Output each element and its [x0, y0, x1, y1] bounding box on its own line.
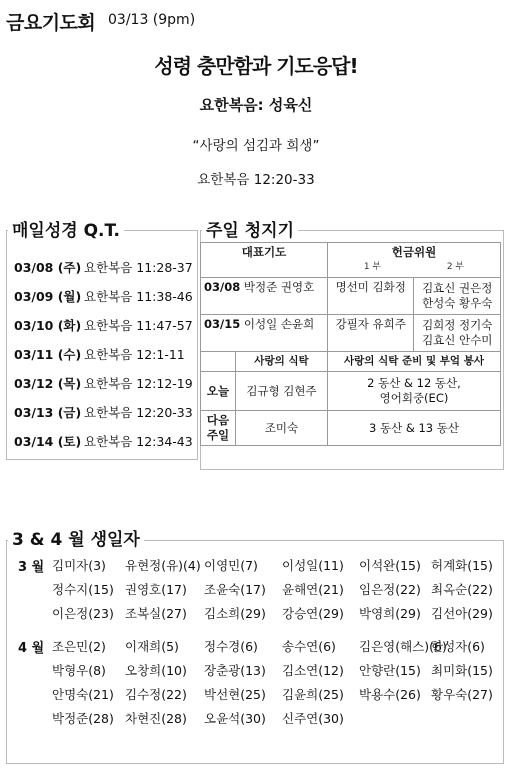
birthday-name: 안향란(15): [359, 663, 421, 678]
blank-cell: [201, 352, 236, 372]
part1-cell: 강필자 유희주: [327, 315, 414, 352]
april-label: 4 월: [18, 641, 45, 656]
birthday-name: 유현정(유)(4): [125, 558, 201, 573]
part1-label: 1 부: [363, 262, 382, 272]
today-serve: [327, 372, 500, 411]
row-date: 03/08: [204, 280, 241, 294]
birthday-name: 신주연(30): [282, 711, 344, 726]
birthday-name: 박형우(8): [52, 663, 106, 678]
qt-date: 03/13 (금): [14, 405, 82, 420]
qt-date: 03/14 (토): [14, 434, 82, 449]
weekly-title: 주일 청지기: [202, 216, 298, 241]
qt-date: 03/09 (월): [14, 289, 82, 304]
birthday-name: 김미자(3): [52, 558, 106, 573]
birthday-name: 허계화(15): [431, 558, 493, 573]
qt-row: [14, 287, 193, 305]
row-date: 03/15: [204, 317, 241, 331]
today-table: 김규형 김현주: [236, 372, 328, 411]
birthday-name: 권영호(17): [125, 582, 187, 597]
next-label-line: 주일: [206, 428, 230, 442]
qt-passage: 요한복음 12:12-19: [84, 376, 193, 391]
qt-date: 03/11 (수): [14, 347, 82, 362]
qt-passage: 요한복음 12:20-33: [84, 405, 193, 420]
service-title: 금요기도회: [6, 12, 96, 34]
next-table: 조미숙: [236, 411, 328, 446]
today-label: 오늘: [201, 372, 236, 411]
part2-line: 김효신 안수미: [422, 333, 493, 347]
birthday-name: 차현진(28): [125, 711, 187, 726]
sermon-book: 요한복음: 성육신: [199, 96, 313, 114]
part2-line: 한성숙 황우숙: [422, 296, 493, 310]
qt-row: [14, 374, 193, 392]
prayer-cell: [201, 278, 328, 315]
birthday-name: 강승연(29): [282, 606, 344, 621]
birthday-name: 오창희(10): [125, 663, 187, 678]
birthday-name: 장춘광(13): [204, 663, 266, 678]
part2-line: 김희정 정기숙: [422, 318, 493, 332]
birthday-name: 김소희(29): [204, 606, 266, 621]
qt-passage: 요한복음 11:47-57: [84, 318, 193, 333]
qt-row: [14, 316, 193, 334]
birthday-name: 이성일(11): [282, 558, 344, 573]
qt-row: [14, 345, 185, 363]
qt-date: 03/08 (주): [14, 260, 82, 275]
qt-row: [14, 432, 193, 450]
part2-line: 김효신 권은정: [422, 281, 493, 295]
birthday-title: 3 & 4 월 생일자: [8, 525, 144, 550]
sermon-passage: 요한복음 12:20-33: [197, 172, 315, 188]
part1-cell: 명선미 김화정: [327, 278, 414, 315]
offering-header-label: 헌금위원: [391, 245, 437, 259]
birthday-name: 조은민(2): [52, 639, 106, 654]
qt-row: [14, 258, 193, 276]
birthday-name: 김수정(22): [125, 687, 187, 702]
birthday-name: 오윤석(30): [204, 711, 266, 726]
birthday-name: 정수경(6): [204, 639, 258, 654]
birthday-name: 임은정(22): [359, 582, 421, 597]
birthday-name: 김소연(12): [282, 663, 344, 678]
service-date: 03/13 (9pm): [108, 12, 196, 28]
march-label: 3 월: [18, 560, 45, 575]
birthday-name: 박영희(29): [359, 606, 421, 621]
qt-passage: 요한복음 12:1-11: [84, 347, 185, 362]
qt-passage: 요한복음 12:34-43: [84, 434, 193, 449]
offering-parts: [331, 260, 497, 275]
row-prayer: 이성일 손윤희: [243, 317, 315, 331]
serve-header: 사랑의 식탁 준비 및 부엌 봉사: [327, 352, 500, 372]
birthday-name: 조복실(27): [125, 606, 187, 621]
weekly-table: [200, 242, 501, 446]
birthday-name: 최미화(15): [431, 663, 493, 678]
qt-passage: 요한복음 11:28-37: [84, 260, 193, 275]
qt-list: [6, 230, 196, 458]
qt-row: [14, 403, 193, 421]
birthday-name: 김선아(29): [431, 606, 493, 621]
birthday-name: 한성자(6): [431, 639, 485, 654]
qt-passage: 요한복음 11:38-46: [84, 289, 193, 304]
offering-header: [327, 243, 500, 278]
birthday-name: 최옥순(22): [431, 582, 493, 597]
birthday-name: 이석완(15): [359, 558, 421, 573]
next-serve: 3 동산 & 13 동산: [327, 411, 500, 446]
prayer-header: 대표기도: [201, 243, 328, 278]
birthday-name: 이재희(5): [125, 639, 179, 654]
row-prayer: 박정준 권영호: [243, 280, 315, 294]
birthday-name: 박선현(25): [204, 687, 266, 702]
today-serve-line: 영어회중(EC): [379, 391, 449, 405]
birthday-name: 정수지(15): [52, 582, 114, 597]
part2-cell: [414, 315, 501, 352]
part2-cell: [414, 278, 501, 315]
birthday-name: 조윤숙(17): [204, 582, 266, 597]
qt-date: 03/12 (목): [14, 376, 82, 391]
steward-row: [201, 315, 501, 352]
birthday-name: 송수연(6): [282, 639, 336, 654]
sermon-quote: “사랑의 섬김과 희생”: [192, 138, 320, 154]
today-serve-line: 2 동산 & 12 동산,: [367, 376, 461, 390]
qt-date: 03/10 (화): [14, 318, 82, 333]
next-label-line: 다음: [206, 413, 230, 427]
sermon-title: 성령 충만함과 기도응답!: [154, 54, 358, 78]
birthday-name: 안명숙(21): [52, 687, 114, 702]
qt-title: 매일성경 Q.T.: [8, 216, 124, 241]
prayer-cell: [201, 315, 328, 352]
part2-label: 2 부: [446, 262, 465, 272]
birthday-name: 윤해연(21): [282, 582, 344, 597]
birthday-name: 박용수(26): [359, 687, 421, 702]
birthday-name: 이영민(7): [204, 558, 258, 573]
steward-row: [201, 278, 501, 315]
birthday-name: 김윤희(25): [282, 687, 344, 702]
birthday-name: 이은정(23): [52, 606, 114, 621]
love-table-header: 사랑의 식탁: [236, 352, 328, 372]
birthday-name: 박정준(28): [52, 711, 114, 726]
next-label: [201, 411, 236, 446]
birthday-name: 황우숙(27): [431, 687, 493, 702]
birthday-name: 김은영(해스)(6): [359, 639, 447, 654]
